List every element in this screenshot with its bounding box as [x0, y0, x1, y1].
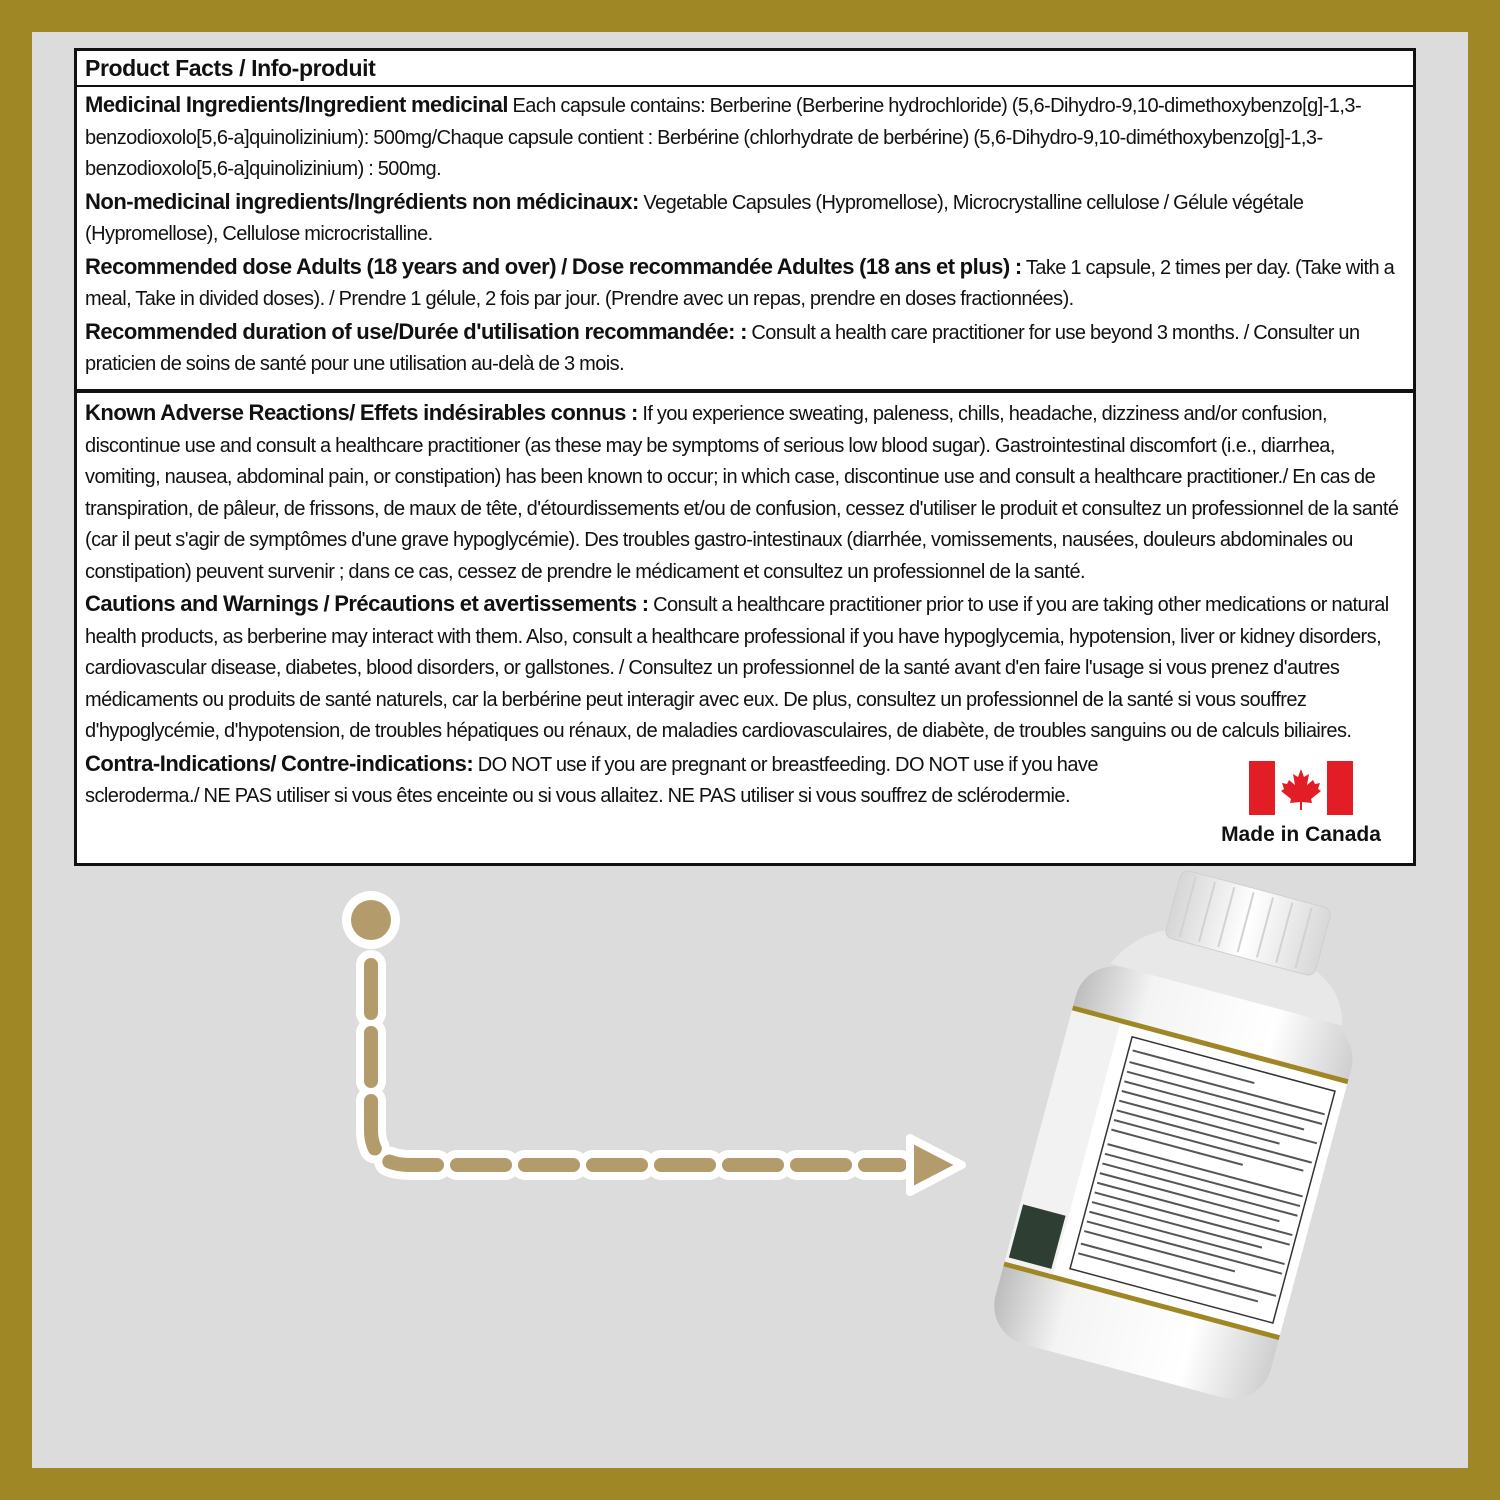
duration-heading: Recommended duration of use/Durée d'utilisation recommandée: :	[85, 318, 747, 344]
non-medicinal-text: Vegetable Capsules (Hypromellose), Microcrystalline cellulose / Gélule végétale (Hypromellose), Cellulose microcristalline.	[85, 191, 1304, 245]
contra-heading: Contra-Indications/ Contre-indications:	[85, 750, 474, 776]
adverse-heading: Known Adverse Reactions/ Effets indésirables connus :	[85, 400, 638, 425]
non-medicinal-heading: Non-medicinal ingredients/Ingrédients non médicinaux:	[85, 188, 639, 214]
duration-text: Consult a health care practitioner for use beyond 3 months. / Consulter un praticien de soins de santé pour une utilisation au-delà de 3 mois.	[85, 321, 1360, 375]
adverse-text: If you experience sweating, paleness, chills, headache, dizziness and/or confusion, discontinue use and consult a healthcare practitioner (as these may be symptoms of serious low blood sugar). Gastrointestinal discomfort (i.e., diarrhea, vomiting, nausea, abdominal pain, or constipation) has been known to occur; in which case, discontinue use and consult a healthcare practitioner./ En cas de transpiration, de pâleur, de frissons, de maux de tête, d'étourdissements et/ou de confusion, cessez d'utiliser le produit et consultez un professionnel de la santé (car il peut s'agir de symptômes d'une grave hypoglycémie). Des troubles gastro-intestinaux (diarrhée, vomissements, nausées, douleurs abdominales ou constipation) peuvent survenir ; dans ce cas, cessez de prendre le médicament et consultez un professionnel de la santé.	[85, 403, 1399, 583]
dose-text: Take 1 capsule, 2 times per day. (Take with a meal, Take in divided doses). / Prendre 1 gélule, 2 fois par jour. (Prendre avec un repas, prendre en doses fractionnées).	[85, 256, 1395, 310]
contra-text: DO NOT use if you are pregnant or breastfeeding. DO NOT use if you have scleroderma./ NE PAS utiliser si vous êtes enceinte ou si vous allaitez. NE PAS utiliser si vous souffrez de sclérodermie.	[85, 753, 1098, 807]
medicinal-text: Each capsule contains: Berberine (Berberine hydrochloride) (5,6-Dihydro-9,10-dimethoxybenzo[g]-1,3-benzodioxolo[5,6-a]quinolizinium): 500mg/Chaque capsule contient : Berbérine (chlorhydrate de berbérine) (5,6-Dihydro-9,10-diméthoxybenzo[g]-1,3-benzodioxolo[5,6-a]quinolizinium) : 500mg.	[85, 95, 1362, 180]
medicinal-heading: Medicinal Ingredients/Ingredient medicinal	[85, 92, 508, 117]
cautions-text: Consult a healthcare practitioner prior to use if you are taking other medications or natural health products, as berberine may interact with them. Also, consult a healthcare professional if you have hypoglycemia, hypotension, liver or kidney disorders, cardiovascular disease, diabetes, blood disorders, or gallstones. / Consultez un professionnel de la santé avant d'en faire l'usage si vous prenez d'autres médicaments ou produits de santé naturels, car la berbérine peut interagir avec eux. De plus, consultez un professionnel de la santé si vous souffrez d'hypoglycémie, d'hypotension, de troubles hépatiques ou rénaux, de maladies cardiovasculaires, de diabète, de troubles sanguins ou de calculs biliaires.	[85, 594, 1389, 742]
dose-heading: Recommended dose Adults (18 years and over) / Dose recommandée Adultes (18 ans et plus) :	[85, 253, 1022, 279]
made-in-canada-text: Made in Canada	[1221, 823, 1381, 846]
cautions-heading: Cautions and Warnings / Précautions et avertissements :	[85, 591, 649, 616]
product-facts-title: Product Facts / Info-produit	[77, 51, 1413, 87]
